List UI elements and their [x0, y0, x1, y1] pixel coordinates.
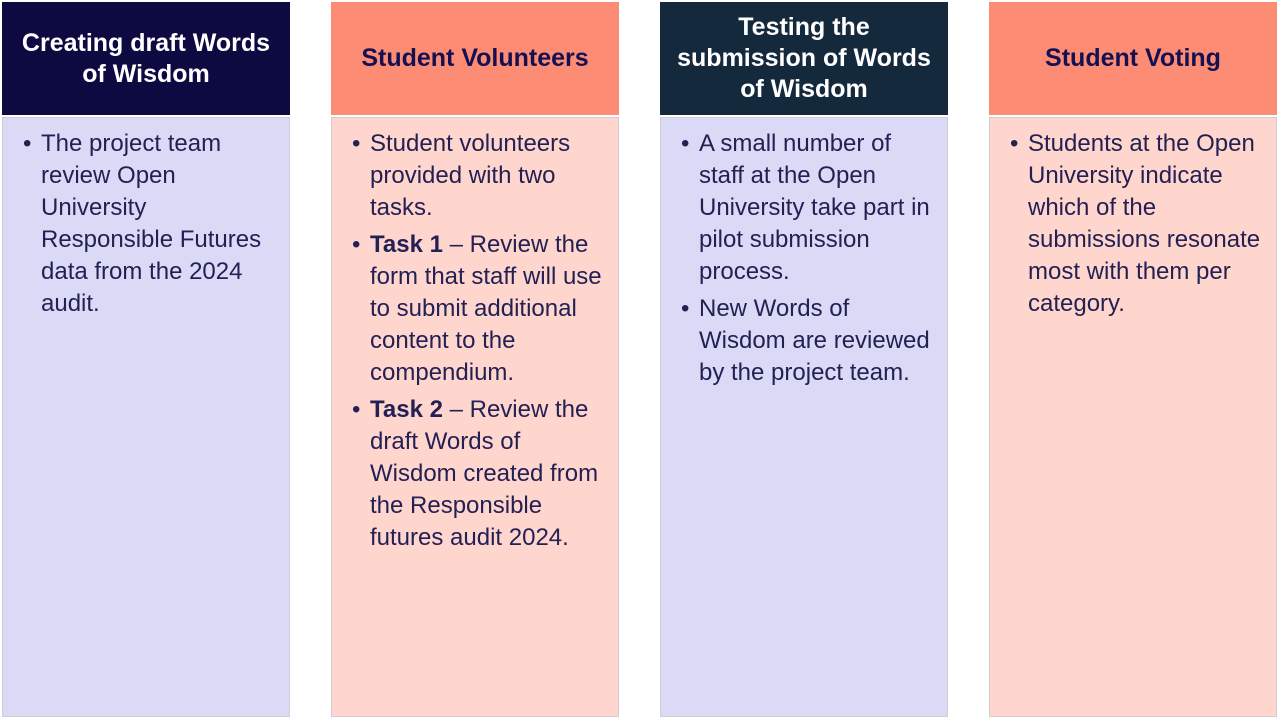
bullet-dot: •	[23, 130, 32, 157]
column-header	[989, 2, 1277, 115]
bullet-list	[23, 128, 281, 320]
column-creating-draft	[2, 2, 290, 717]
column-header-label: Testing the submission of Words of Wisdom	[677, 13, 931, 103]
list-item	[23, 128, 281, 320]
bullet-dot: •	[352, 231, 361, 258]
column-header-label: Creating draft Words of Wisdom	[21, 28, 271, 88]
column-body	[660, 117, 948, 717]
list-item	[352, 229, 610, 389]
list-item	[352, 394, 610, 554]
bullet-list	[1010, 128, 1268, 320]
list-item	[681, 293, 939, 389]
column-header	[660, 2, 948, 115]
bullet-text-rest: – Review the form that staff will use to submit additional content to the compendium.	[370, 231, 602, 386]
bullet-dot: •	[352, 396, 361, 423]
bullet-text	[370, 394, 610, 554]
bullet-text-rest: The project team review Open University Responsible Futures data from the 2024 audit.	[41, 130, 262, 317]
bullet-dot: •	[1010, 130, 1019, 157]
column-testing-submission	[660, 2, 948, 717]
list-item	[352, 128, 610, 224]
bullet-text-rest: – Review the draft Words of Wisdom created from the Responsible futures audit 2024.	[370, 396, 599, 551]
column-student-voting	[989, 2, 1277, 717]
bullet-text-rest: Student volunteers provided with two tasks.	[370, 130, 571, 221]
bullet-text-bold: Task 1	[370, 231, 443, 258]
bullet-text	[370, 128, 610, 224]
bullet-list	[681, 128, 939, 389]
bullet-dot: •	[352, 130, 361, 157]
bullet-text-bold: Task 2	[370, 396, 443, 423]
column-body	[989, 117, 1277, 717]
bullet-text	[699, 128, 939, 288]
column-body	[2, 117, 290, 717]
column-body	[331, 117, 619, 717]
bullet-text-rest: New Words of Wisdom are reviewed by the project team.	[699, 295, 930, 386]
column-header	[331, 2, 619, 115]
bullet-dot: •	[681, 130, 690, 157]
bullet-dot: •	[681, 295, 690, 322]
column-header-label: Student Volunteers	[361, 44, 589, 72]
column-student-volunteers	[331, 2, 619, 717]
bullet-text	[41, 128, 281, 320]
bullet-text-rest: A small number of staff at the Open University take part in pilot submission process.	[699, 130, 930, 285]
bullet-text	[699, 293, 939, 389]
column-header	[2, 2, 290, 115]
bullet-text-rest: Students at the Open University indicate which of the submissions resonate most with them per category.	[1028, 130, 1261, 317]
list-item	[1010, 128, 1268, 320]
bullet-list	[352, 128, 610, 554]
bullet-text	[370, 229, 610, 389]
column-header-label: Student Voting	[1045, 44, 1221, 72]
bullet-text	[1028, 128, 1268, 320]
list-item	[681, 128, 939, 288]
